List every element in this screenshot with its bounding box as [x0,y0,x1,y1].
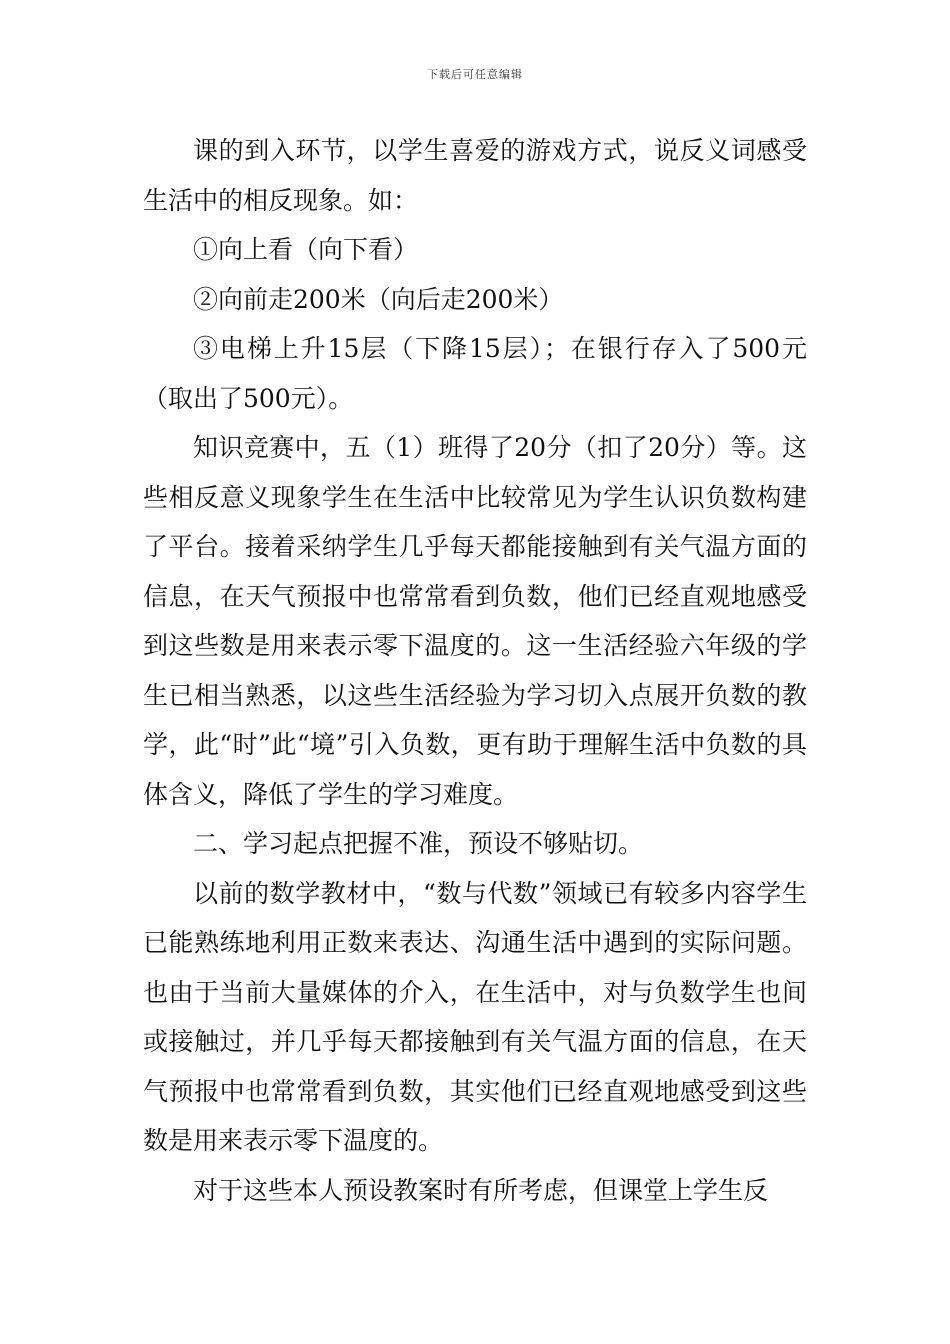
paragraph-example-1: ①向上看（向下看） [193,235,419,264]
paragraph-example-2: ②向前走200米（向后走200米） [193,284,564,314]
document-body [143,126,807,1215]
paragraph-example-3: ③电梯上升15层（下降15层）；在银行存入了500元（取出了500元）。 [143,334,807,413]
paragraph-prior-knowledge: 以前的数学教材中，“数与代数”领域已有较多内容学生已能熟练地利用正数来表达、沟通生活中遇到的实际问题。也由于当前大量媒体的介入，在生活中，对与负数学生也间或接触过，并几乎每天都接触到有关气温方面的信息，在天气预报中也常常看到负数，其实他们已经直观地感受到这些数是用来表示零下温度的。 [143,878,807,1155]
paragraph-lesson-planning: 对于这些本人预设教案时有所考虑，但课堂上学生反 [193,1175,769,1205]
page-header: 下载后可任意编辑 [427,68,523,81]
paragraph-intro: 课的到入环节，以学生喜爱的游戏方式，说反义词感受生活中的相反现象。如： [143,136,807,215]
paragraph-knowledge-contest: 知识竞赛中，五（1）班得了20分（扣了20分）等。这些相反意义现象学生在生活中比较常见为学生认识负数构建了平台。接着采纳学生几乎每天都能接触到有关气温方面的信息，在天气预报中也常常看到负数，他们已经直观地感受到这些数是用来表示零下温度的。这一生活经验六年级的学生已相当熟悉，以这些生活经验为学习切入点展开负数的教学，此“时”此“境”引入负数，更有助于理解生活中负数的具体含义，降低了学生的学习难度。 [143,433,807,809]
section-heading-2: 二、学习起点把握不准，预设不够贴切。 [193,829,644,858]
